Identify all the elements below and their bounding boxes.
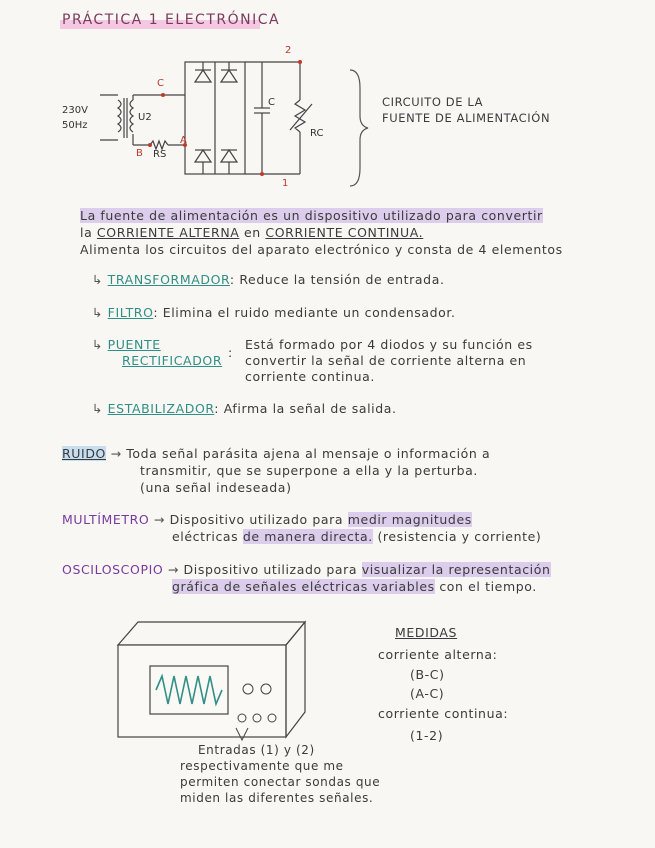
element-filtro: ↳ FILTRO: Elimina el ruido mediante un condensador. bbox=[92, 305, 456, 320]
circuit-caption-line1: CIRCUITO DE LA bbox=[382, 95, 484, 109]
osciloscopio-hl: visualizar la representación bbox=[361, 562, 551, 577]
element-puente-desc3: corriente continua. bbox=[245, 369, 375, 384]
element-puente-desc1: Está formado por 4 diodos y su función es bbox=[245, 337, 533, 352]
input-voltage-label: 230V bbox=[62, 105, 88, 116]
element-name: PUENTE bbox=[107, 337, 161, 352]
frequency-label: 50Hz bbox=[62, 120, 88, 131]
medidas-ca2: (A-C) bbox=[410, 686, 445, 701]
arrow-icon: ↳ bbox=[92, 305, 108, 320]
node-a-label: A bbox=[180, 135, 187, 146]
multimetro-hl: medir magnitudes bbox=[347, 512, 472, 527]
element-name: FILTRO bbox=[107, 305, 154, 320]
multimetro-term: MULTÍMETRO bbox=[62, 512, 150, 527]
page-title: PRÁCTICA 1 ELECTRÓNICA bbox=[62, 12, 281, 28]
intro-term-ac: CORRIENTE ALTERNA bbox=[96, 225, 240, 240]
osciloscopio-pre: Dispositivo utilizado para bbox=[183, 562, 358, 577]
arrow-right-icon: → bbox=[167, 562, 184, 577]
node-c-label: C bbox=[157, 78, 164, 89]
element-name: TRANSFORMADOR bbox=[107, 272, 230, 287]
node-2-label: 2 bbox=[285, 45, 292, 56]
element-transformador: ↳ TRANSFORMADOR: Reduce la tensión de entrada. bbox=[92, 272, 445, 287]
ruido-term: RUIDO bbox=[62, 446, 106, 461]
element-desc: Afirma la señal de salida. bbox=[223, 401, 397, 416]
inputs-note-line4: miden las diferentes señales. bbox=[180, 791, 374, 805]
ruido-text1: Toda señal parásita ajena al mensaje o información a bbox=[126, 446, 491, 461]
multimetro-hl-b: de manera directa. bbox=[242, 529, 373, 544]
intro-line3: Alimenta los circuitos del aparato electrónico y consta de 4 elementos bbox=[80, 242, 563, 257]
medidas-cc1: (1-2) bbox=[410, 728, 444, 743]
ruido-line3: (una señal indeseada) bbox=[140, 480, 292, 495]
element-estabilizador: ↳ ESTABILIZADOR: Afirma la señal de salida. bbox=[92, 401, 397, 416]
medidas-cc: corriente continua: bbox=[378, 706, 509, 721]
osciloscopio-term: OSCILOSCOPIO bbox=[62, 562, 164, 577]
medidas-ca1: (B-C) bbox=[410, 667, 445, 682]
osciloscopio-post: con el tiempo. bbox=[439, 579, 537, 594]
element-puente-desc2: convertir la señal de corriente alterna en bbox=[245, 353, 527, 368]
multimetro-pre: Dispositivo utilizado para bbox=[169, 512, 344, 527]
intro-term-dc: CORRIENTE CONTINUA. bbox=[265, 225, 424, 240]
intro-line2-mid: en bbox=[244, 225, 261, 240]
osciloscopio-hl2: gráfica de señales eléctricas variables bbox=[172, 579, 435, 594]
rs-label: RS bbox=[153, 149, 167, 160]
node-1-label: 1 bbox=[282, 178, 289, 189]
medidas-ca: corriente alterna: bbox=[378, 647, 498, 662]
element-desc: Reduce la tensión de entrada. bbox=[239, 272, 445, 287]
circuit-caption-line2: FUENTE DE ALIMENTACIÓN bbox=[382, 111, 551, 125]
ruido-line2: transmitir, que se superpone a ella y la perturba. bbox=[140, 463, 478, 478]
multimetro-post: (resistencia y corriente) bbox=[377, 529, 542, 544]
node-b-label: B bbox=[136, 148, 143, 159]
element-name: ESTABILIZADOR bbox=[107, 401, 215, 416]
rc-label: RC bbox=[310, 128, 324, 139]
arrow-icon: ↳ bbox=[92, 401, 108, 416]
arrow-right-icon: → bbox=[153, 512, 170, 527]
inputs-note-line2: respectivamente que me bbox=[180, 759, 344, 773]
inputs-note-line3: permiten conectar sondas que bbox=[180, 775, 381, 789]
capacitor-label: C bbox=[268, 97, 275, 108]
arrow-icon: ↳ bbox=[92, 337, 108, 352]
colon: : bbox=[228, 345, 233, 360]
arrow-icon: ↳ bbox=[92, 272, 108, 287]
arrow-right-icon: → bbox=[110, 446, 127, 461]
intro-line2-pre: la bbox=[80, 225, 93, 240]
medidas-title: MEDIDAS bbox=[395, 625, 458, 640]
element-desc: Elimina el ruido mediante un condensador. bbox=[162, 305, 456, 320]
multimetro-hl-a: eléctricas bbox=[172, 529, 239, 544]
element-name: RECTIFICADOR bbox=[122, 353, 223, 368]
inputs-note-line1: Entradas (1) y (2) bbox=[198, 743, 315, 757]
u2-label: U2 bbox=[138, 112, 152, 123]
intro-line1-text: La fuente de alimentación es un dispositivo utilizado para convertir bbox=[80, 208, 543, 223]
